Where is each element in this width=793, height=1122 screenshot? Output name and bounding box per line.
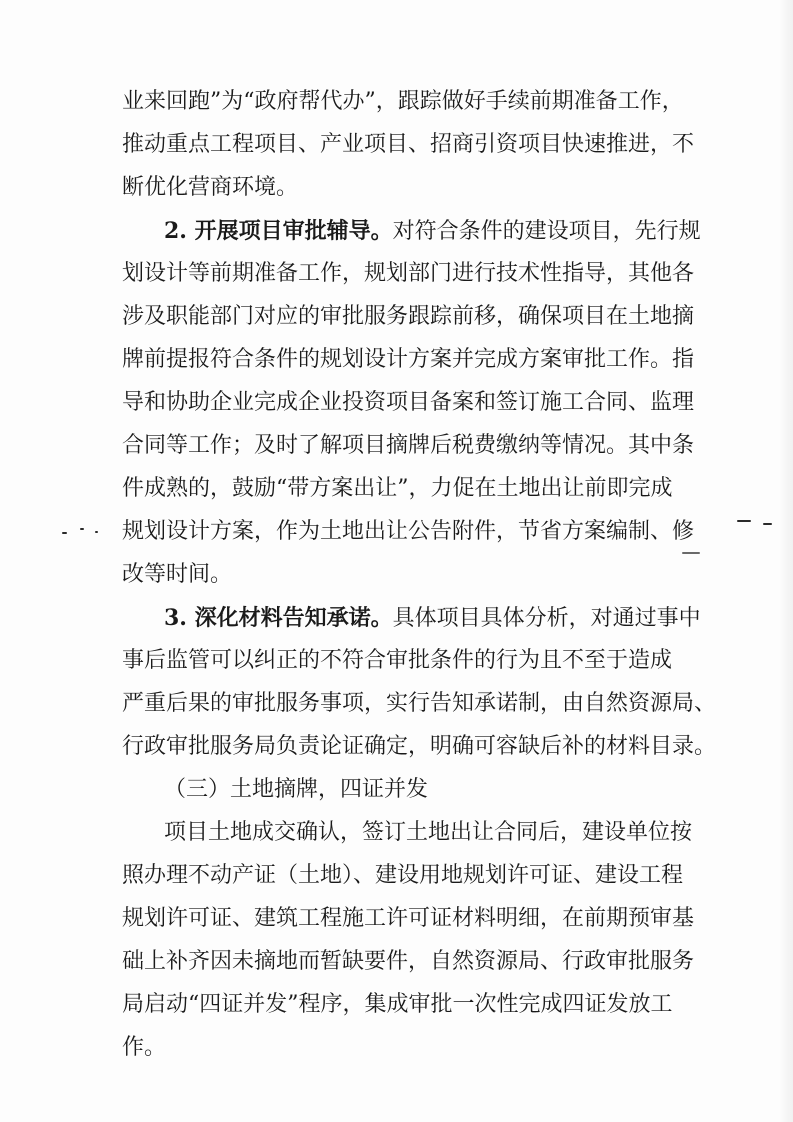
scan-speck: [763, 523, 772, 525]
paragraph-line: 件成熟的，鼓励“带方案出让”，力促在土地出让前即完成: [122, 476, 673, 501]
paragraph-line: 础上补齐因未摘地而暂缺要件，自然资源局、行政审批服务: [122, 949, 695, 974]
paragraph-line: 业来回跑”为“政府帮代办”，跟踪做好手续前期准备工作，: [122, 89, 684, 114]
scan-speck: [737, 520, 751, 522]
page-edge-shadow: [779, 0, 793, 1122]
paragraph-line: 作。: [122, 1035, 167, 1060]
paragraph-line: 局启动“四证并发”程序，集成审批一次性完成四证发放工: [122, 992, 673, 1017]
section-3-first-line: 项目土地成交确认，签订土地出让合同后，建设单位按: [164, 820, 693, 845]
item-2-text: 对符合条件的建设项目，先行规: [392, 219, 701, 244]
paragraph-line: 推动重点工程项目、产业项目、招商引资项目快速推进，不: [122, 132, 695, 157]
paragraph-line: 涉及职能部门对应的审批服务跟踪前移，确保项目在土地摘: [122, 304, 695, 329]
scan-speck: [80, 528, 84, 530]
paragraph-line: 导和协助企业完成企业投资项目备案和签订施工合同、监理: [122, 390, 695, 415]
item-2-line: [164, 211, 701, 251]
paragraph-line: 规划设计方案，作为土地出让公告附件，节省方案编制、修: [122, 519, 695, 544]
scan-speck: [95, 531, 98, 533]
paragraph-line: 严重后果的审批服务事项，实行告知承诺制，由自然资源局、: [122, 691, 717, 716]
scan-speck: [62, 532, 67, 534]
section-3-heading: （三）土地摘牌，四证并发: [164, 777, 429, 802]
scan-speck: [682, 552, 700, 554]
paragraph-line: 照办理不动产证（土地）、建设用地规划许可证、建设工程: [122, 863, 684, 888]
paragraph-line: 规划许可证、建筑工程施工许可证材料明细，在前期预审基: [122, 906, 695, 931]
paragraph-line: 牌前提报符合条件的规划设计方案并完成方案审批工作。指: [122, 347, 695, 372]
item-3-heading: 3. 深化材料告知承诺。: [164, 605, 393, 631]
paragraph-line: 断优化营商环境。: [122, 175, 299, 200]
paragraph-line: 行政审批服务局负责论证确定，明确可容缺后补的材料目录。: [122, 734, 717, 759]
item-2-heading: 2. 开展项目审批辅导。: [164, 218, 393, 244]
paragraph-line: 合同等工作；及时了解项目摘牌后税费缴纳等情况。其中条: [122, 433, 695, 458]
item-3-line: [164, 598, 701, 638]
paragraph-line: 改等时间。: [122, 562, 233, 587]
paragraph-line: 事后监管可以纠正的不符合审批条件的行为且不至于造成: [122, 648, 673, 673]
item-3-text: 具体项目具体分析，对通过事中: [392, 606, 701, 631]
paragraph-line: 划设计等前期准备工作，规划部门进行技术性指导，其他各: [122, 261, 695, 286]
